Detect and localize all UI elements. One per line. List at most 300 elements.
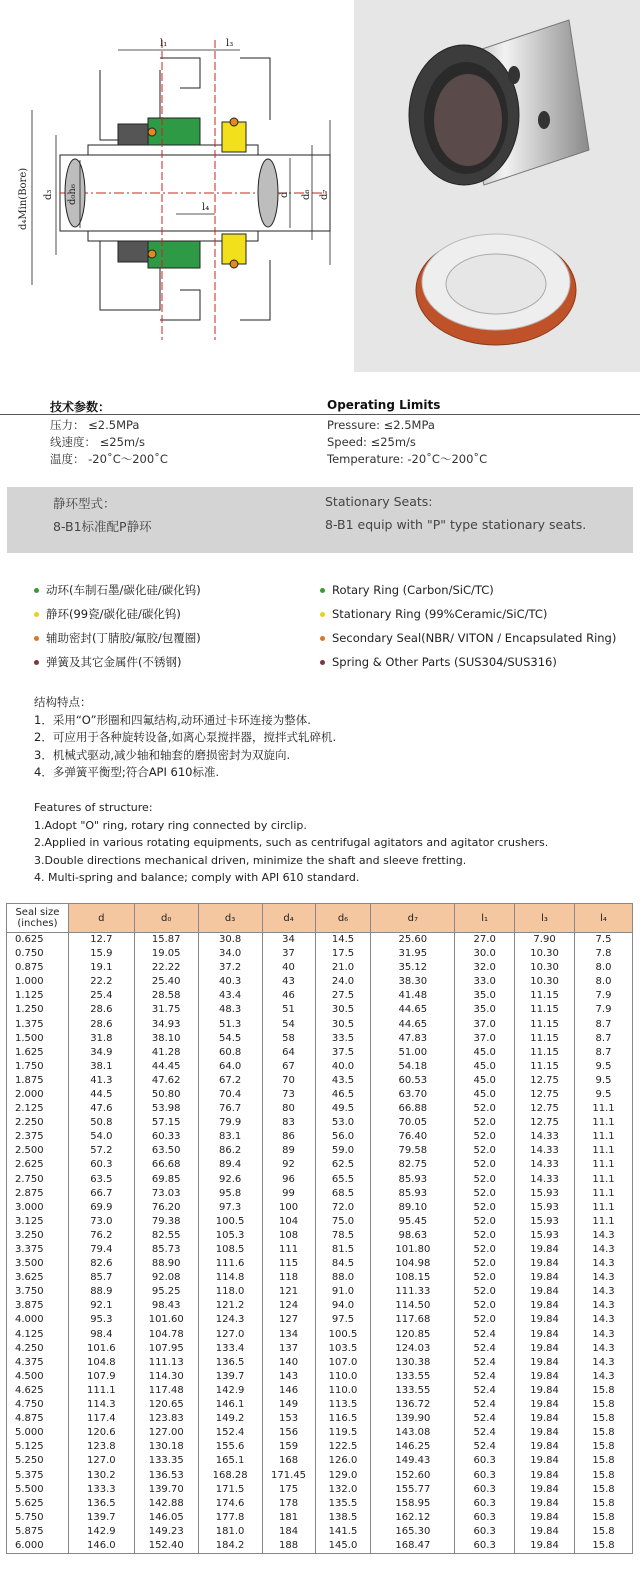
table-cell: 67.2 xyxy=(198,1074,262,1088)
table-cell: 28.6 xyxy=(68,1017,134,1031)
table-row xyxy=(7,1116,633,1130)
table-cell: 115 xyxy=(262,1257,315,1271)
table-cell: 46 xyxy=(262,989,315,1003)
table-cell: 30.5 xyxy=(315,1003,371,1017)
table-cell: 98.63 xyxy=(371,1229,455,1243)
table-cell: 101.80 xyxy=(371,1243,455,1257)
table-row xyxy=(7,1201,633,1215)
table-cell: 34.0 xyxy=(198,947,262,961)
table-cell: 111.6 xyxy=(198,1257,262,1271)
table-row xyxy=(7,1271,633,1285)
table-cell: 149.43 xyxy=(371,1454,455,1468)
table-cell: 52.4 xyxy=(455,1426,515,1440)
feature-item-en: 4. Multi-spring and balance; comply with API 610 standard. xyxy=(34,871,360,884)
table-cell: 19.84 xyxy=(515,1525,575,1539)
table-cell: 47.62 xyxy=(134,1074,198,1088)
table-cell: 19.84 xyxy=(515,1511,575,1525)
table-cell: 118.0 xyxy=(198,1285,262,1299)
table-cell: 146.25 xyxy=(371,1440,455,1454)
table-cell: 108.15 xyxy=(371,1271,455,1285)
legend-text: Stationary Ring (99%Ceramic/SiC/TC) xyxy=(332,607,548,621)
header-l1: l₁ xyxy=(455,904,515,933)
table-row xyxy=(7,1130,633,1144)
table-cell: 15.87 xyxy=(134,933,198,948)
table-cell: 43.4 xyxy=(198,989,262,1003)
table-cell: 75.0 xyxy=(315,1215,371,1229)
table-cell: 52.0 xyxy=(455,1313,515,1327)
table-cell: 133.4 xyxy=(198,1342,262,1356)
table-cell: 52.0 xyxy=(455,1173,515,1187)
legend-item xyxy=(320,650,616,674)
table-row xyxy=(7,1412,633,1426)
table-row xyxy=(7,933,633,948)
seal-size-cell: 2.000 xyxy=(7,1088,69,1102)
table-cell: 60.33 xyxy=(134,1130,198,1144)
table-cell: 120.85 xyxy=(371,1328,455,1342)
seal-size-cell: 4.375 xyxy=(7,1356,69,1370)
table-row xyxy=(7,1497,633,1511)
table-cell: 52.4 xyxy=(455,1412,515,1426)
table-cell: 52.4 xyxy=(455,1384,515,1398)
table-cell: 113.5 xyxy=(315,1398,371,1412)
table-cell: 68.5 xyxy=(315,1187,371,1201)
table-cell: 120.65 xyxy=(134,1398,198,1412)
table-cell: 10.30 xyxy=(515,961,575,975)
seal-size-cell: 3.875 xyxy=(7,1299,69,1313)
table-cell: 15.9 xyxy=(68,947,134,961)
table-cell: 27.0 xyxy=(455,933,515,948)
table-cell: 33.5 xyxy=(315,1032,371,1046)
table-cell: 15.8 xyxy=(575,1468,633,1482)
operating-limits-title-cn: 技术参数： xyxy=(50,400,111,414)
seal-size-cell: 2.375 xyxy=(7,1130,69,1144)
table-cell: 11.15 xyxy=(515,1003,575,1017)
table-row xyxy=(7,1398,633,1412)
seal-size-cell: 5.625 xyxy=(7,1497,69,1511)
table-cell: 132.0 xyxy=(315,1483,371,1497)
bullet-dot-icon xyxy=(320,612,325,617)
table-cell: 155.77 xyxy=(371,1483,455,1497)
table-cell: 38.10 xyxy=(134,1032,198,1046)
seal-size-cell: 2.250 xyxy=(7,1116,69,1130)
table-cell: 15.8 xyxy=(575,1539,633,1554)
table-row xyxy=(7,1074,633,1088)
table-cell: 84.5 xyxy=(315,1257,371,1271)
table-cell: 98.43 xyxy=(134,1299,198,1313)
table-cell: 168 xyxy=(262,1454,315,1468)
table-cell: 60.3 xyxy=(455,1539,515,1554)
table-cell: 162.12 xyxy=(371,1511,455,1525)
table-cell: 95.45 xyxy=(371,1215,455,1229)
table-cell: 80 xyxy=(262,1102,315,1116)
table-row xyxy=(7,1539,633,1554)
table-cell: 63.70 xyxy=(371,1088,455,1102)
table-cell: 171.45 xyxy=(262,1468,315,1482)
table-cell: 127.0 xyxy=(68,1454,134,1468)
header-l3: l₃ xyxy=(515,904,575,933)
seal-size-cell: 1.500 xyxy=(7,1032,69,1046)
table-cell: 37.0 xyxy=(455,1032,515,1046)
seal-size-cell: 5.750 xyxy=(7,1511,69,1525)
table-cell: 12.7 xyxy=(68,933,134,948)
operating-limits-title-en: Operating Limits xyxy=(327,398,441,412)
table-row xyxy=(7,1017,633,1031)
table-cell: 34 xyxy=(262,933,315,948)
table-cell: 8.7 xyxy=(575,1017,633,1031)
table-cell: 44.5 xyxy=(68,1088,134,1102)
table-cell: 11.1 xyxy=(575,1201,633,1215)
legend-text: 弹簧及其它金属件(不锈钢) xyxy=(46,655,182,669)
table-cell: 100 xyxy=(262,1201,315,1215)
table-cell: 52.0 xyxy=(455,1285,515,1299)
table-cell: 52.0 xyxy=(455,1144,515,1158)
table-cell: 174.6 xyxy=(198,1497,262,1511)
table-cell: 69.9 xyxy=(68,1201,134,1215)
table-cell: 52.0 xyxy=(455,1215,515,1229)
table-cell: 48.3 xyxy=(198,1003,262,1017)
table-cell: 52.0 xyxy=(455,1130,515,1144)
table-cell: 62.5 xyxy=(315,1158,371,1172)
seal-size-cell: 3.375 xyxy=(7,1243,69,1257)
seal-size-cell: 3.750 xyxy=(7,1285,69,1299)
table-row xyxy=(7,989,633,1003)
table-cell: 97.5 xyxy=(315,1313,371,1327)
seal-size-cell: 4.125 xyxy=(7,1328,69,1342)
table-cell: 14.3 xyxy=(575,1342,633,1356)
table-cell: 181.0 xyxy=(198,1525,262,1539)
table-cell: 52.4 xyxy=(455,1440,515,1454)
table-cell: 72.0 xyxy=(315,1201,371,1215)
table-cell: 63.5 xyxy=(68,1173,134,1187)
table-cell: 142.9 xyxy=(68,1525,134,1539)
table-cell: 83 xyxy=(262,1116,315,1130)
table-row xyxy=(7,947,633,961)
seal-size-cell: 2.625 xyxy=(7,1158,69,1172)
table-row xyxy=(7,1356,633,1370)
table-row xyxy=(7,1215,633,1229)
table-cell: 69.85 xyxy=(134,1173,198,1187)
bullet-dot-icon xyxy=(320,588,325,593)
table-cell: 12.75 xyxy=(515,1074,575,1088)
table-cell: 100.5 xyxy=(315,1328,371,1342)
table-cell: 60.3 xyxy=(455,1511,515,1525)
table-cell: 65.5 xyxy=(315,1173,371,1187)
table-cell: 156 xyxy=(262,1426,315,1440)
table-cell: 56.0 xyxy=(315,1130,371,1144)
table-cell: 88.9 xyxy=(68,1285,134,1299)
table-cell: 7.90 xyxy=(515,933,575,948)
table-cell: 14.33 xyxy=(515,1173,575,1187)
table-cell: 7.8 xyxy=(575,947,633,961)
table-cell: 146.1 xyxy=(198,1398,262,1412)
table-row xyxy=(7,1088,633,1102)
table-cell: 127.00 xyxy=(134,1426,198,1440)
table-cell: 49.5 xyxy=(315,1102,371,1116)
table-cell: 117.48 xyxy=(134,1384,198,1398)
table-cell: 52.0 xyxy=(455,1229,515,1243)
dim-d7: d₇ xyxy=(319,189,330,200)
table-cell: 59.0 xyxy=(315,1144,371,1158)
table-cell: 153 xyxy=(262,1412,315,1426)
feature-item-cn: 1．采用“O”形圈和四氟结构,动环通过卡环连接为整体. xyxy=(34,712,311,727)
table-cell: 136.5 xyxy=(198,1356,262,1370)
table-cell: 14.3 xyxy=(575,1229,633,1243)
table-cell: 117.4 xyxy=(68,1412,134,1426)
table-cell: 21.0 xyxy=(315,961,371,975)
table-cell: 45.0 xyxy=(455,1088,515,1102)
table-cell: 25.4 xyxy=(68,989,134,1003)
table-cell: 52.0 xyxy=(455,1102,515,1116)
table-cell: 31.95 xyxy=(371,947,455,961)
table-cell: 33.0 xyxy=(455,975,515,989)
table-cell: 111.13 xyxy=(134,1356,198,1370)
table-cell: 14.3 xyxy=(575,1313,633,1327)
feature-item-cn: 4．多弹簧平衡型;符合API 610标准. xyxy=(34,765,220,779)
features-title-en: Features of structure: xyxy=(34,801,153,814)
table-cell: 12.75 xyxy=(515,1088,575,1102)
table-cell: 15.8 xyxy=(575,1483,633,1497)
legend-text: 静环(99瓷/碳化硅/碳化钨) xyxy=(46,607,181,621)
table-cell: 64 xyxy=(262,1046,315,1060)
table-cell: 7.9 xyxy=(575,1003,633,1017)
table-cell: 37 xyxy=(262,947,315,961)
table-cell: 116.5 xyxy=(315,1412,371,1426)
table-cell: 94.0 xyxy=(315,1299,371,1313)
table-cell: 67 xyxy=(262,1060,315,1074)
dim-l3: l₃ xyxy=(226,38,234,49)
table-cell: 37.2 xyxy=(198,961,262,975)
seal-size-cell: 4.250 xyxy=(7,1342,69,1356)
limit-pressure-cn: 压力： ≤2.5MPa xyxy=(50,418,140,432)
table-row xyxy=(7,1299,633,1313)
table-cell: 15.8 xyxy=(575,1497,633,1511)
table-cell: 76.7 xyxy=(198,1102,262,1116)
table-cell: 104 xyxy=(262,1215,315,1229)
table-cell: 139.90 xyxy=(371,1412,455,1426)
table-cell: 168.47 xyxy=(371,1539,455,1554)
table-cell: 11.1 xyxy=(575,1215,633,1229)
table-cell: 14.3 xyxy=(575,1257,633,1271)
table-cell: 34.93 xyxy=(134,1017,198,1031)
table-cell: 133.55 xyxy=(371,1370,455,1384)
table-cell: 11.1 xyxy=(575,1116,633,1130)
table-cell: 25.60 xyxy=(371,933,455,948)
table-row xyxy=(7,1454,633,1468)
table-cell: 19.84 xyxy=(515,1285,575,1299)
table-cell: 19.84 xyxy=(515,1271,575,1285)
table-cell: 22.2 xyxy=(68,975,134,989)
table-cell: 149.23 xyxy=(134,1525,198,1539)
seal-size-cell: 2.875 xyxy=(7,1187,69,1201)
table-cell: 107.95 xyxy=(134,1342,198,1356)
seal-size-cell: 2.750 xyxy=(7,1173,69,1187)
table-cell: 47.6 xyxy=(68,1102,134,1116)
table-cell: 15.93 xyxy=(515,1229,575,1243)
table-cell: 73 xyxy=(262,1088,315,1102)
table-cell: 66.88 xyxy=(371,1102,455,1116)
table-cell: 140 xyxy=(262,1356,315,1370)
table-cell: 35.12 xyxy=(371,961,455,975)
table-cell: 32.0 xyxy=(455,961,515,975)
table-cell: 60.3 xyxy=(455,1454,515,1468)
table-cell: 52.4 xyxy=(455,1342,515,1356)
table-cell: 52.4 xyxy=(455,1370,515,1384)
table-cell: 19.84 xyxy=(515,1398,575,1412)
dim-l4: l₄ xyxy=(202,202,210,213)
features-title-cn: 结构特点： xyxy=(34,695,92,709)
table-cell: 15.8 xyxy=(575,1511,633,1525)
table-cell: 14.3 xyxy=(575,1243,633,1257)
table-cell: 76.20 xyxy=(134,1201,198,1215)
table-cell: 52.4 xyxy=(455,1328,515,1342)
seal-cross-section-drawing xyxy=(0,0,346,372)
table-row xyxy=(7,1173,633,1187)
table-cell: 19.84 xyxy=(515,1454,575,1468)
table-cell: 83.1 xyxy=(198,1130,262,1144)
legend-text: 动环(车制石墨/碳化硅/碳化钨) xyxy=(46,583,201,597)
table-row xyxy=(7,1384,633,1398)
table-cell: 89.4 xyxy=(198,1158,262,1172)
table-row xyxy=(7,1525,633,1539)
top-images xyxy=(0,0,640,372)
table-cell: 130.2 xyxy=(68,1468,134,1482)
seal-size-cell: 2.125 xyxy=(7,1102,69,1116)
table-row xyxy=(7,1483,633,1497)
table-cell: 9.5 xyxy=(575,1088,633,1102)
table-row xyxy=(7,1243,633,1257)
spring-housing-upper xyxy=(118,124,148,145)
table-header-row xyxy=(7,904,633,933)
dimension-table xyxy=(6,903,633,1554)
table-cell: 129.0 xyxy=(315,1468,371,1482)
dim-d6: d₆ xyxy=(301,189,312,200)
seal-size-cell: 3.125 xyxy=(7,1215,69,1229)
table-cell: 139.70 xyxy=(134,1483,198,1497)
table-cell: 139.7 xyxy=(198,1370,262,1384)
header-d: d xyxy=(68,904,134,933)
table-cell: 146 xyxy=(262,1384,315,1398)
table-row xyxy=(7,1313,633,1327)
table-cell: 15.93 xyxy=(515,1187,575,1201)
table-cell: 165.30 xyxy=(371,1525,455,1539)
bullet-dot-icon xyxy=(34,588,39,593)
table-cell: 184 xyxy=(262,1525,315,1539)
table-cell: 22.22 xyxy=(134,961,198,975)
table-cell: 52.4 xyxy=(455,1398,515,1412)
table-cell: 11.15 xyxy=(515,1032,575,1046)
table-cell: 11.1 xyxy=(575,1173,633,1187)
table-cell: 60.3 xyxy=(455,1468,515,1482)
table-cell: 11.15 xyxy=(515,1046,575,1060)
table-cell: 159 xyxy=(262,1440,315,1454)
header-d7: d₇ xyxy=(371,904,455,933)
table-cell: 136.72 xyxy=(371,1398,455,1412)
table-cell: 30.0 xyxy=(455,947,515,961)
seal-size-cell: 2.500 xyxy=(7,1144,69,1158)
table-cell: 11.1 xyxy=(575,1158,633,1172)
table-cell: 45.0 xyxy=(455,1074,515,1088)
seal-size-cell: 6.000 xyxy=(7,1539,69,1554)
table-cell: 44.65 xyxy=(371,1017,455,1031)
table-cell: 60.3 xyxy=(455,1497,515,1511)
legend-item xyxy=(34,602,201,626)
spring-housing-lower xyxy=(118,241,148,262)
table-cell: 110.0 xyxy=(315,1370,371,1384)
seal-size-cell: 3.500 xyxy=(7,1257,69,1271)
dim-d3: d₃ xyxy=(43,189,54,200)
table-cell: 85.73 xyxy=(134,1243,198,1257)
table-cell: 57.2 xyxy=(68,1144,134,1158)
table-cell: 114.30 xyxy=(134,1370,198,1384)
table-cell: 35.0 xyxy=(455,1003,515,1017)
table-cell: 15.8 xyxy=(575,1525,633,1539)
dim-d4-bore: d₄Min(Bore) xyxy=(18,167,29,230)
table-row xyxy=(7,1144,633,1158)
table-cell: 51.00 xyxy=(371,1046,455,1060)
table-cell: 19.84 xyxy=(515,1243,575,1257)
table-cell: 114.50 xyxy=(371,1299,455,1313)
table-cell: 138.5 xyxy=(315,1511,371,1525)
table-cell: 177.8 xyxy=(198,1511,262,1525)
table-cell: 92 xyxy=(262,1158,315,1172)
table-cell: 95.25 xyxy=(134,1285,198,1299)
table-cell: 60.3 xyxy=(68,1158,134,1172)
table-cell: 15.93 xyxy=(515,1201,575,1215)
limit-pressure-en: Pressure: ≤2.5MPa xyxy=(327,418,435,432)
legend-item xyxy=(320,626,616,650)
table-cell: 135.5 xyxy=(315,1497,371,1511)
table-cell: 118 xyxy=(262,1271,315,1285)
table-cell: 114.8 xyxy=(198,1271,262,1285)
table-cell: 12.75 xyxy=(515,1102,575,1116)
table-cell: 60.53 xyxy=(371,1074,455,1088)
table-cell: 40.3 xyxy=(198,975,262,989)
table-cell: 133.55 xyxy=(371,1384,455,1398)
table-cell: 7.5 xyxy=(575,933,633,948)
table-cell: 133.35 xyxy=(134,1454,198,1468)
table-cell: 28.58 xyxy=(134,989,198,1003)
table-cell: 19.84 xyxy=(515,1257,575,1271)
table-cell: 73.03 xyxy=(134,1187,198,1201)
table-cell: 54 xyxy=(262,1017,315,1031)
bullet-dot-icon xyxy=(34,612,39,617)
table-cell: 101.6 xyxy=(68,1342,134,1356)
table-cell: 60.8 xyxy=(198,1046,262,1060)
table-cell: 24.0 xyxy=(315,975,371,989)
legend-text: Secondary Seal(NBR/ VITON / Encapsulated Ring) xyxy=(332,631,617,645)
stationary-text-en: 8-B1 equip with "P" type stationary seats. xyxy=(325,517,587,532)
table-cell: 64.0 xyxy=(198,1060,262,1074)
limit-speed-en: Speed: ≤25m/s xyxy=(327,435,416,449)
table-cell: 97.3 xyxy=(198,1201,262,1215)
table-cell: 44.45 xyxy=(134,1060,198,1074)
header-d0: d₀ xyxy=(134,904,198,933)
table-row xyxy=(7,1046,633,1060)
table-cell: 14.3 xyxy=(575,1271,633,1285)
table-cell: 184.2 xyxy=(198,1539,262,1554)
table-cell: 41.48 xyxy=(371,989,455,1003)
bullet-dot-icon xyxy=(34,660,39,665)
table-cell: 76.2 xyxy=(68,1229,134,1243)
table-cell: 43.5 xyxy=(315,1074,371,1088)
table-cell: 43 xyxy=(262,975,315,989)
table-cell: 92.1 xyxy=(68,1299,134,1313)
table-cell: 19.84 xyxy=(515,1440,575,1454)
table-cell: 73.0 xyxy=(68,1215,134,1229)
table-cell: 14.33 xyxy=(515,1144,575,1158)
table-cell: 123.83 xyxy=(134,1412,198,1426)
table-cell: 103.5 xyxy=(315,1342,371,1356)
